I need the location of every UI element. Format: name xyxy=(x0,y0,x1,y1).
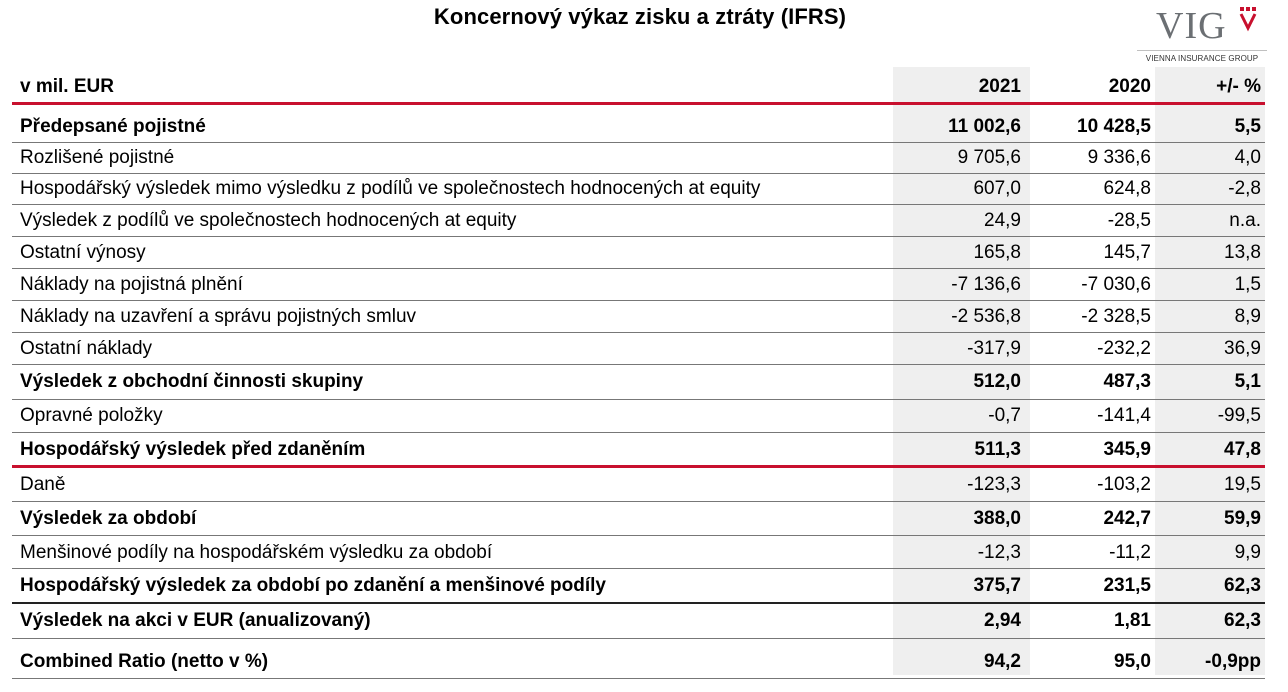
row-label: Opravné položky xyxy=(20,405,163,426)
row-label: Náklady na uzavření a správu pojistných smluv xyxy=(20,306,417,327)
row-value-2021: 388,0 xyxy=(973,507,1021,529)
table-row xyxy=(12,537,1265,568)
row-divider xyxy=(12,638,1265,639)
row-value-2021: -7 136,6 xyxy=(951,274,1021,295)
row-divider xyxy=(12,568,1265,569)
section-divider xyxy=(12,465,1265,468)
table-header xyxy=(12,72,1265,102)
logo-divider xyxy=(1137,50,1267,51)
row-divider xyxy=(12,535,1265,536)
row-value-2021: 94,2 xyxy=(984,651,1021,672)
header-divider xyxy=(12,102,1265,105)
row-divider xyxy=(12,364,1265,365)
row-label: Hospodářský výsledek mimo výsledku z podílů ve společnostech hodnocených at equity xyxy=(20,178,761,199)
table-row xyxy=(12,570,1265,601)
row-value-2021: 9 705,6 xyxy=(957,147,1021,168)
row-value-2021: 24,9 xyxy=(984,210,1021,231)
row-label: Combined Ratio (netto v %) xyxy=(20,651,269,672)
row-change: 5,5 xyxy=(1234,116,1261,137)
table-row xyxy=(12,174,1265,204)
table-row xyxy=(12,206,1265,236)
table-row xyxy=(12,270,1265,300)
row-change: 13,8 xyxy=(1224,242,1261,263)
table-row xyxy=(12,469,1265,500)
row-change: 36,9 xyxy=(1224,338,1261,359)
table-row xyxy=(12,238,1265,268)
row-divider xyxy=(12,399,1265,400)
row-label: Daně xyxy=(20,473,66,495)
header-change: +/- % xyxy=(1216,76,1261,97)
row-divider xyxy=(12,300,1265,301)
row-divider xyxy=(12,268,1265,269)
row-value-2021: -12,3 xyxy=(977,541,1021,563)
row-value-2020: -103,2 xyxy=(1097,473,1151,495)
row-value-2021: -123,3 xyxy=(967,473,1021,495)
table-row xyxy=(12,302,1265,332)
row-label: Rozlišené pojistné xyxy=(20,147,175,168)
row-divider xyxy=(12,236,1265,237)
row-change: -99,5 xyxy=(1217,405,1261,426)
row-value-2021: 511,3 xyxy=(974,438,1021,460)
table-row xyxy=(12,605,1265,637)
row-divider xyxy=(12,204,1265,205)
row-value-2020: 242,7 xyxy=(1103,507,1151,529)
row-value-2021: 11 002,6 xyxy=(948,116,1021,137)
row-value-2021: 607,0 xyxy=(973,178,1021,199)
row-label: Menšinové podíly na hospodářském výsledku za období xyxy=(20,541,493,563)
row-value-2021: 512,0 xyxy=(973,371,1021,392)
row-value-2020: 345,9 xyxy=(1103,438,1151,460)
row-value-2021: -0,7 xyxy=(988,405,1021,426)
row-label: Hospodářský výsledek před zdaněním xyxy=(20,438,366,460)
row-value-2021: 165,8 xyxy=(973,242,1021,263)
row-change: 5,1 xyxy=(1234,371,1261,392)
row-change: 1,5 xyxy=(1234,274,1261,295)
row-label: Hospodářský výsledek za období po zdanění a menšinové podíly xyxy=(20,574,606,596)
header-2021: 2021 xyxy=(978,76,1021,97)
row-change: -0,9pp xyxy=(1205,651,1261,672)
table-row xyxy=(12,401,1265,431)
row-change: 59,9 xyxy=(1224,507,1261,529)
row-change: 62,3 xyxy=(1224,610,1261,631)
row-value-2021: -317,9 xyxy=(967,338,1021,359)
row-label: Výsledek z obchodní činnosti skupiny xyxy=(20,371,364,392)
row-change: n.a. xyxy=(1229,210,1261,231)
row-value-2020: 9 336,6 xyxy=(1087,147,1151,168)
row-change: 19,5 xyxy=(1224,473,1261,495)
table-row xyxy=(12,503,1265,534)
row-label: Ostatní výnosy xyxy=(20,242,146,263)
row-label: Ostatní náklady xyxy=(20,338,153,359)
row-change: -2,8 xyxy=(1228,178,1261,199)
row-value-2020: -28,5 xyxy=(1107,210,1151,231)
row-divider xyxy=(12,678,1265,679)
row-value-2020: 145,7 xyxy=(1103,242,1151,263)
row-label: Předepsané pojistné xyxy=(20,116,206,137)
table-row xyxy=(12,366,1265,398)
row-value-2020: 10 428,5 xyxy=(1077,116,1151,137)
row-divider xyxy=(12,332,1265,333)
header-unit: v mil. EUR xyxy=(20,76,114,97)
row-label: Výsledek za období xyxy=(20,507,197,529)
row-change: 47,8 xyxy=(1224,438,1261,460)
row-value-2020: -2 328,5 xyxy=(1081,306,1151,327)
row-value-2020: -141,4 xyxy=(1097,405,1151,426)
logo-subtitle: VIENNA INSURANCE GROUP xyxy=(1145,54,1259,63)
row-change: 8,9 xyxy=(1234,306,1261,327)
section-divider xyxy=(12,602,1265,604)
row-change: 4,0 xyxy=(1234,147,1261,168)
row-value-2020: 487,3 xyxy=(1103,371,1151,392)
logo-wordmark: VIG xyxy=(1156,5,1227,47)
row-divider xyxy=(12,501,1265,502)
table-row xyxy=(12,143,1265,173)
row-label: Výsledek z podílů ve společnostech hodnocených at equity xyxy=(20,210,517,231)
header-2020: 2020 xyxy=(1108,76,1151,97)
row-value-2020: 95,0 xyxy=(1114,651,1151,672)
row-value-2020: -232,2 xyxy=(1097,338,1151,359)
row-label: Náklady na pojistná plnění xyxy=(20,274,243,295)
row-value-2020: -11,2 xyxy=(1109,541,1151,563)
row-value-2021: -2 536,8 xyxy=(951,306,1021,327)
table-row xyxy=(12,334,1265,364)
row-change: 62,3 xyxy=(1224,574,1261,596)
page-title: Koncernový výkaz zisku a ztráty (IFRS) xyxy=(433,4,847,29)
row-value-2021: 2,94 xyxy=(984,610,1021,631)
row-label: Výsledek na akci v EUR (anualizovaný) xyxy=(20,610,371,631)
row-value-2020: 1,81 xyxy=(1114,610,1151,631)
row-value-2020: 624,8 xyxy=(1103,178,1151,199)
row-change: 9,9 xyxy=(1234,541,1261,563)
table-row xyxy=(12,112,1265,142)
table-row xyxy=(12,646,1265,678)
table-row xyxy=(12,434,1265,465)
row-divider xyxy=(12,432,1265,433)
vig-logo xyxy=(1137,4,1267,66)
row-value-2020: 231,5 xyxy=(1103,574,1151,596)
row-value-2020: -7 030,6 xyxy=(1081,274,1151,295)
logo-emblem-icon xyxy=(1239,6,1259,32)
row-value-2021: 375,7 xyxy=(973,574,1021,596)
